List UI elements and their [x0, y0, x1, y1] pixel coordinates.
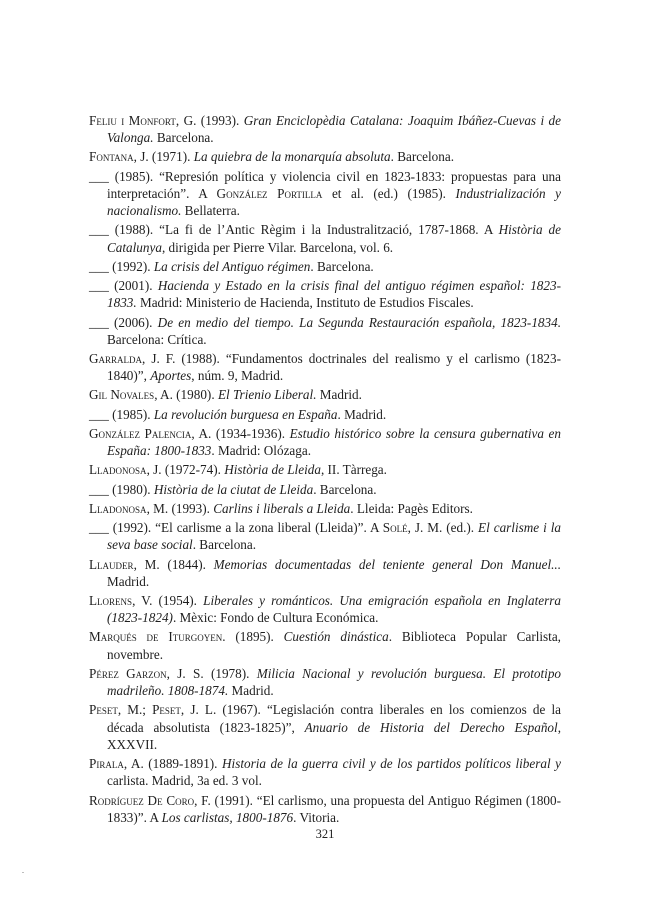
reference-title: La revolución burguesa en España: [153, 406, 338, 422]
reference-entry: [89, 350, 561, 384]
reference-text: . Lleida: Pagès Editors.: [350, 500, 473, 516]
reference-title: Liberales y románticos. Una emigración española en Inglaterra (1823-1824): [107, 593, 561, 626]
reference-text: . Barcelona.: [313, 481, 377, 497]
reference-text: , F. (1991). “El carlismo, una propuesta del Antiguo Régimen (1800-1833)”. A: [107, 792, 561, 825]
reference-text: , M. (1993).: [146, 500, 214, 516]
reference-text: . (1895).: [222, 629, 284, 645]
reference-entry: [89, 500, 561, 517]
reference-text: , dirigida per Pierre Vilar. Barcelona, vol. 6.: [161, 239, 394, 255]
reference-author: Rodríguez De Coro: [89, 792, 195, 808]
reference-text: , J. F. (1988). “Fundamentos doctrinales del realismo y el carlismo (1823-1840)”,: [107, 350, 561, 384]
reference-entry: [89, 112, 561, 146]
reference-text: Madrid.: [228, 683, 274, 699]
reference-text: Bellaterra.: [181, 203, 240, 219]
reference-text: , A. (1980).: [154, 387, 218, 403]
reference-text: , J. S. (1978).: [166, 665, 257, 681]
reference-author: Lladonosa: [89, 462, 147, 478]
reference-text: . Barcelona.: [390, 149, 454, 165]
reference-author: Llorens: [89, 593, 133, 609]
reference-title: Industrialización y nacionalismo.: [107, 185, 561, 219]
reference-author: Feliu i Monfort: [89, 113, 176, 128]
reference-title: Anuario de Historia del Derecho Español: [304, 719, 558, 735]
reference-author: Solé: [382, 520, 408, 536]
reference-title: Hacienda y Estado en la crisis final del antiguo régimen español: 1823-1833.: [107, 278, 561, 311]
reference-text: , J. (1972-74).: [146, 462, 225, 478]
reference-title: Gran Enciclopèdia Catalana: Joaquim Ibáñez-Cuevas i de Valonga.: [107, 113, 561, 146]
reference-text: Barcelona.: [153, 130, 214, 146]
reference-text: . Barcelona.: [192, 537, 257, 553]
bibliography-list: [89, 112, 561, 828]
reference-text: , II. Tàrrega.: [320, 462, 387, 478]
reference-entry: [89, 425, 561, 459]
reference-text: , M.;: [117, 702, 153, 718]
reference-text: ___ (1992).: [89, 258, 154, 274]
reference-author: González Palencia: [89, 425, 192, 441]
reference-title: Estudio histórico sobre la censura gubernativa en España: 1800-1833: [107, 425, 561, 459]
reference-title: El Trienio Liberal.: [217, 387, 317, 403]
reference-author: Peset: [89, 702, 118, 718]
corner-mark: .: [22, 866, 24, 875]
reference-entry: [89, 556, 561, 590]
reference-text: , A. (1934-1936).: [191, 425, 290, 441]
reference-text: . Madrid: Olózaga.: [211, 443, 312, 459]
reference-title: Aportes: [150, 368, 192, 384]
reference-text: . Madrid.: [337, 406, 387, 422]
reference-entry: [89, 277, 561, 311]
reference-entry: [89, 792, 561, 826]
reference-entry: [89, 519, 561, 553]
reference-entry: [89, 665, 561, 699]
reference-title: Història de Lleida: [224, 462, 321, 478]
reference-title: De en medio del tiempo. La Segunda Restauración española, 1823-1834.: [157, 314, 561, 330]
reference-author: González Portilla: [216, 185, 323, 201]
reference-author: Fontana: [89, 149, 134, 165]
reference-entry: [89, 461, 561, 478]
reference-text: carlista. Madrid, 3a ed. 3 vol.: [107, 773, 262, 789]
reference-title: El carlisme i la seva base social: [107, 520, 561, 553]
reference-title: Història de Catalunya: [107, 222, 561, 255]
reference-entry: [89, 628, 561, 662]
reference-text: , G. (1993).: [175, 113, 244, 128]
reference-entry: [89, 314, 561, 348]
reference-text: . Barcelona.: [310, 258, 374, 274]
reference-title: Cuestión dinástica: [283, 629, 389, 645]
reference-entry: [89, 592, 561, 626]
reference-title: La quiebra de la monarquía absoluta: [193, 149, 391, 165]
reference-entry: [89, 701, 561, 753]
reference-text: ___ (1980).: [89, 481, 154, 497]
reference-title: Milicia Nacional y revolución burguesa. El prototipo madrileño. 1808-1874.: [107, 665, 562, 699]
reference-text: Madrid: Ministerio de Hacienda, Instituto de Estudios Fiscales.: [136, 295, 474, 311]
reference-text: ___ (1985).: [89, 406, 154, 422]
reference-text: , XXXVII.: [107, 719, 561, 752]
reference-text: , J. L. (1967). “Legislación contra liberales en los comienzos de la década absolutista (1823-1825)”,: [107, 702, 561, 735]
reference-author: Lladonosa: [89, 500, 147, 516]
reference-author: Pérez Garzon: [89, 665, 167, 681]
reference-text: ___ (1985). “Represión política y violencia civil en 1823-1833: propuestas para una interpretación”. A: [89, 168, 561, 201]
reference-text: ___ (2001).: [89, 278, 158, 294]
reference-title: Història de la ciutat de Lleida: [153, 481, 314, 497]
reference-title: Memorias documentadas del teniente general Don Manuel...: [213, 556, 561, 572]
reference-author: Gil Novales: [89, 387, 155, 403]
reference-author: Garralda: [89, 350, 143, 366]
reference-text: et al. (ed.) (1985).: [322, 185, 456, 201]
page-number: 321: [315, 827, 335, 841]
reference-entry: [89, 481, 561, 498]
reference-entry: [89, 148, 561, 165]
reference-text: . Vitoria.: [293, 809, 340, 825]
reference-text: , V. (1954).: [132, 593, 204, 609]
reference-text: . Mèxic: Fondo de Cultura Económica.: [172, 610, 379, 626]
reference-title: La crisis del Antiguo régimen: [153, 258, 311, 274]
reference-entry: [89, 406, 561, 423]
reference-author: Peset: [152, 702, 181, 718]
reference-title: Los carlistas, 1800-1876: [161, 809, 294, 825]
reference-entry: [89, 221, 561, 255]
reference-entry: [89, 386, 561, 403]
reference-text: ___ (2006).: [89, 314, 158, 330]
reference-entry: [89, 755, 561, 789]
reference-title: Carlins i liberals a Lleida: [213, 500, 351, 516]
reference-text: , A. (1889-1891).: [123, 756, 222, 772]
reference-entry: [89, 258, 561, 275]
reference-entry: [89, 168, 561, 220]
reference-text: ___ (1988). “La fi de l’Antic Règim i la Industralització, 1787-1868. A: [89, 222, 499, 238]
reference-text: , núm. 9, Madrid.: [191, 368, 284, 384]
reference-text: Madrid.: [316, 387, 362, 403]
reference-text: , J. M. (ed.).: [407, 520, 479, 536]
reference-title: Historia de la guerra civil y de los partidos políticos liberal y: [222, 756, 561, 772]
reference-author: Llauder: [89, 556, 134, 572]
reference-author: Marqués de Iturgoyen: [89, 629, 223, 645]
reference-text: . Biblioteca Popular Carlista, novembre.: [107, 629, 561, 662]
reference-text: Madrid.: [107, 573, 150, 589]
reference-text: , M. (1844).: [133, 556, 214, 572]
reference-text: Barcelona: Crítica.: [107, 331, 207, 347]
reference-text: , J. (1971).: [133, 149, 194, 165]
reference-text: ___ (1992). “El carlisme a la zona liberal (Lleida)”. A: [89, 520, 383, 536]
reference-author: Pirala: [89, 756, 124, 772]
